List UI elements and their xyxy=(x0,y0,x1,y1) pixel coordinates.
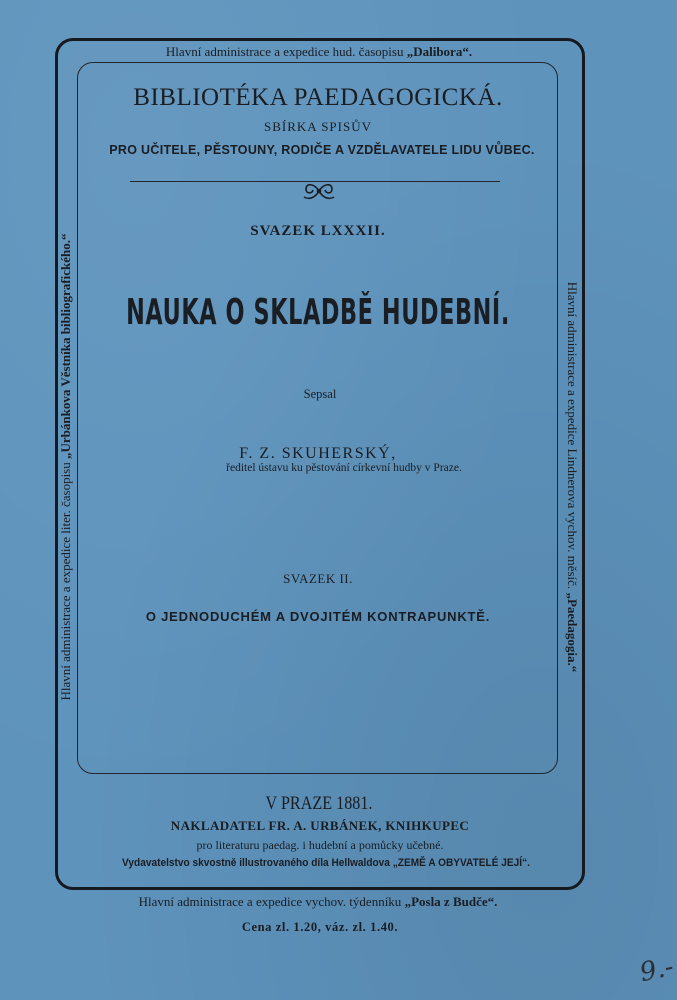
series-subtitle: SBÍRKA SPISŮV xyxy=(263,119,373,134)
publisher: NAKLADATEL FR. A. URBÁNEK, KNIHKUPEC xyxy=(170,818,470,833)
top-band-prefix: Hlavní administrace a expedice hud. časopisu xyxy=(165,44,407,59)
publisher-note: Vydavatelstvo skvostně illustrovaného díla Hellwaldova „ZEMĚ A OBYVATELÉ JEJÍ“. xyxy=(122,857,530,869)
right-band-prefix: Hlavní administrace a expedice Lindnerova vychov. měsíč. xyxy=(565,281,580,593)
bottom-band-prefix: Hlavní administrace a expedice vychov. týdenníku xyxy=(138,894,405,909)
price: Cena zl. 1.20, váz. zl. 1.40. xyxy=(241,920,399,934)
author-position: ředitel ústavu ku pěstování církevní hudby v Praze. xyxy=(226,462,462,474)
top-band-name: „Dalibora“. xyxy=(406,44,473,59)
main-title: NAUKA O SKLADBĚ HUDEBNÍ. xyxy=(126,292,510,333)
place-and-year: V PRAZE 1881. xyxy=(265,793,373,814)
series-description: PRO UČITELE, PĚSTOUNY, RODIČE A VZDĚLAVATELE LIDU VŮBEC. xyxy=(109,143,535,157)
right-band-name: „Paedagogia.“ xyxy=(565,592,580,673)
handwritten-mark: 9.- xyxy=(637,951,677,989)
part-volume: SVAZEK II. xyxy=(283,571,353,586)
inner-border-frame xyxy=(77,62,558,774)
left-band-text xyxy=(58,234,74,701)
publisher-specialty: pro literaturu paedag. i hudební a pomůcky učebné. xyxy=(196,838,444,852)
fleuron-icon xyxy=(298,180,340,202)
author-label: Sepsal xyxy=(303,387,337,401)
volume-number: SVAZEK LXXXII. xyxy=(250,223,386,239)
right-band-text xyxy=(564,282,580,673)
left-band-name: „Urbánkova Věstníka bibliografického.“ xyxy=(58,233,73,459)
bottom-band-name: „Posla z Budče“. xyxy=(404,894,498,909)
part-subtitle: O JEDNODUCHÉM A DVOJITÉM KONTRAPUNKTĚ. xyxy=(145,609,491,624)
series-title: BIBLIOTÉKA PAEDAGOGICKÁ. xyxy=(133,84,503,111)
bottom-band-text xyxy=(139,894,498,910)
left-band-prefix: Hlavní administrace a expedice liter. časopisu xyxy=(58,459,73,701)
top-band-text xyxy=(166,44,472,60)
author-name: F. Z. SKUHERSKÝ, xyxy=(239,445,397,462)
